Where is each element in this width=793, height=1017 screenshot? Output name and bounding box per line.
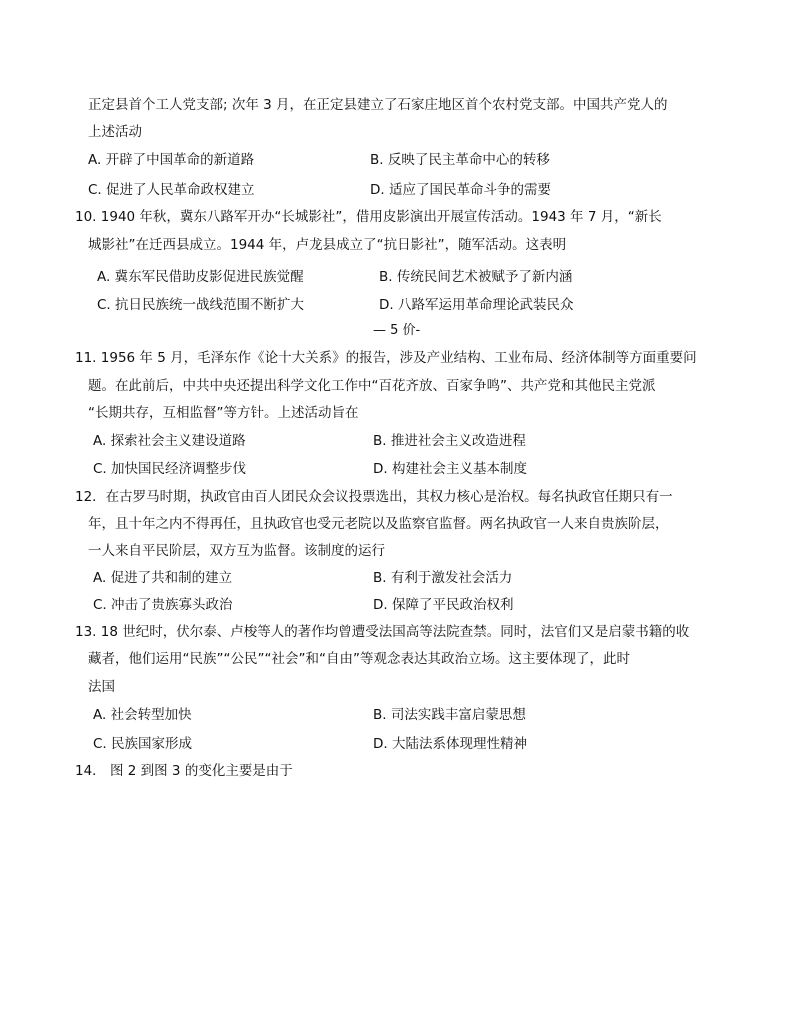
q11-stem-line: 11. 1956 年 5 月，毛泽东作《论十大关系》的报告，涉及产业结构、工业布局、经济体制等方面重要问 — [75, 350, 697, 366]
q13-option-c: C. 民族国家形成 — [93, 736, 193, 752]
q12-option-d: D. 保障了平民政治权利 — [373, 597, 514, 613]
q10-option-a: A. 冀东军民借助皮影促进民族觉醒 — [97, 269, 304, 285]
q12-option-a: A. 促进了共和制的建立 — [93, 570, 233, 586]
q12-stem-line: 一人来自平民阶层，双方互为监督。该制度的运行 — [88, 543, 385, 559]
q13-option-b: B. 司法实践丰富启蒙思想 — [373, 707, 526, 723]
q9-option-b: B. 反映了民主革命中心的转移 — [370, 152, 550, 168]
q13-stem-line: 13. 18 世纪时，伏尔泰、卢梭等人的著作均曾遭受法国高等法院查禁。同时，法官们又是启蒙书籍的收 — [75, 624, 690, 640]
q11-option-c: C. 加快国民经济调整步伐 — [93, 461, 247, 477]
q11-stem-line: “长期共存，互相监督”等方针。上述活动旨在 — [88, 405, 359, 421]
q10-stem-line: 10. 1940 年秋，冀东八路军开办“长城影社”，借用皮影演出开展宣传活动。1943 年 7 月，“新长 — [75, 209, 662, 225]
q13-option-d: D. 大陆法系体现理性精神 — [373, 736, 527, 752]
q11-stem-line: 题。在此前后，中共中央还提出科学文化工作中“百花齐放、百家争鸣”、共产党和其他民主党派 — [88, 378, 656, 394]
q13-stem-line: 法国 — [88, 679, 115, 695]
q10-option-c: C. 抗日民族统一战线范围不断扩大 — [97, 297, 305, 313]
q9-option-a: A. 开辟了中国革命的新道路 — [88, 152, 255, 168]
q11-option-d: D. 构建社会主义基本制度 — [373, 461, 527, 477]
q13-option-a: A. 社会转型加快 — [93, 707, 192, 723]
q13-stem-line: 藏者，他们运用“民族”“公民”“社会”和“自由”等观念表达其政治立场。这主要体现了，此时 — [88, 651, 630, 667]
q10-option-d: D. 八路军运用革命理论武装民众 — [379, 297, 574, 313]
q9-stem-line: 上述活动 — [88, 124, 142, 140]
q9-option-c: C. 促进了人民革命政权建立 — [88, 182, 255, 198]
page-number: — 5 价- — [373, 323, 421, 338]
q11-option-b: B. 推进社会主义改造进程 — [373, 433, 526, 449]
q14-stem-line: 14． 图 2 到图 3 的变化主要是由于 — [75, 763, 293, 779]
q12-stem-line: 年，且十年之内不得再任，且执政官也受元老院以及监察官监督。两名执政官一人来自贵族阶层， — [88, 516, 669, 532]
q12-stem-line: 12．在古罗马时期，执政官由百人团民众会议投票选出，其权力核心是治权。每名执政官任期只有一 — [75, 489, 673, 505]
q9-option-d: D. 适应了国民革命斗争的需要 — [370, 182, 551, 198]
q10-option-b: B. 传统民间艺术被赋予了新内涵 — [379, 269, 573, 285]
q12-option-c: C. 冲击了贵族寡头政治 — [93, 597, 233, 613]
q11-option-a: A. 探索社会主义建设道路 — [93, 433, 246, 449]
q12-option-b: B. 有利于激发社会活力 — [373, 570, 513, 586]
q9-stem-line: 正定县首个工人党支部; 次年 3 月，在正定县建立了石家庄地区首个农村党支部。中国共产党人的 — [88, 97, 668, 113]
q10-stem-line: 城影社”在迁西县成立。1944 年，卢龙县成立了“抗日影社”，随军活动。这表明 — [88, 237, 567, 253]
